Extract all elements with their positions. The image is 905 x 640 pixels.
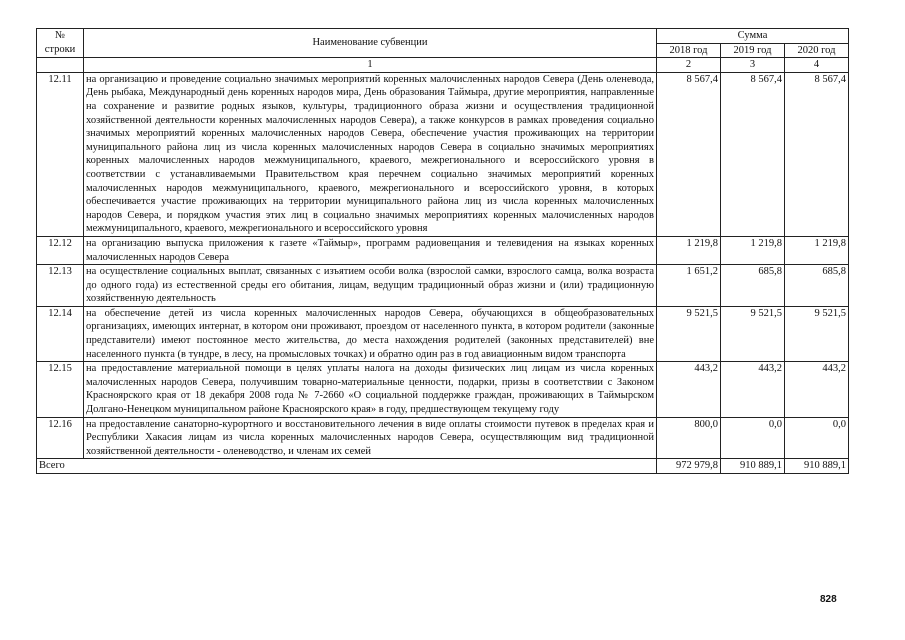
value-2020: 0,0 — [785, 417, 849, 459]
row-number: 12.16 — [37, 417, 84, 459]
value-2020: 1 219,8 — [785, 236, 849, 264]
row-number: 12.11 — [37, 72, 84, 236]
value-2020: 9 521,5 — [785, 306, 849, 361]
column-number-blank — [37, 58, 84, 73]
total-2019: 910 889,1 — [721, 459, 785, 474]
header-sum: Сумма — [657, 29, 849, 44]
value-2019: 443,2 — [721, 362, 785, 417]
value-2018: 9 521,5 — [657, 306, 721, 361]
table-row — [37, 306, 849, 361]
column-number-row — [37, 58, 849, 73]
value-2018: 443,2 — [657, 362, 721, 417]
value-2018: 800,0 — [657, 417, 721, 459]
header-num-word: строки — [44, 43, 76, 55]
column-number-3: 3 — [721, 58, 785, 73]
header-year-2019: 2019 год — [721, 43, 785, 58]
total-label: Всего — [37, 459, 657, 474]
value-2019: 1 219,8 — [721, 236, 785, 264]
total-2020: 910 889,1 — [785, 459, 849, 474]
header-name: Наименование субвенции — [84, 29, 657, 58]
row-number: 12.13 — [37, 265, 84, 307]
subvention-name: на организацию выпуска приложения к газете «Таймыр», программ радиовещания и телевидения на языках коренных малочисленных народов Севера — [84, 236, 657, 264]
header-year-2018: 2018 год — [657, 43, 721, 58]
value-2019: 9 521,5 — [721, 306, 785, 361]
header-year-2020: 2020 год — [785, 43, 849, 58]
table-row — [37, 265, 849, 307]
subventions-table — [36, 28, 849, 474]
value-2020: 443,2 — [785, 362, 849, 417]
value-2020: 8 567,4 — [785, 72, 849, 236]
column-number-4: 4 — [785, 58, 849, 73]
row-number: 12.14 — [37, 306, 84, 361]
header-num-symbol: № — [54, 30, 66, 41]
value-2019: 0,0 — [721, 417, 785, 459]
subvention-name: на предоставление материальной помощи в целях уплаты налога на доходы физических лиц лицам из числа коренных малочисленных народов Севера, получившим товарно-материальные ценности, подарки, призы в соответствии с Законом Красноярского края от 18 декабря 2008 года № 7-2660 «О социальной поддержке граждан, проживающих в Таймырском Долгано-Ненецком муниципальном районе Красноярского края» в году, предшествующем текущему году — [84, 362, 657, 417]
header-row-1 — [37, 29, 849, 44]
subvention-name: на организацию и проведение социально значимых мероприятий коренных малочисленных народов Севера (День оленевода, День рыбака, Международный день коренных народов мира, День образования Таймыра, другие мероприятия, направленные на сохранение и развитие родных языков, культуры, традиционного образа жизни и осуществления традиционной хозяйственной деятельности коренных малочисленных народов Севера), а также конкурсов в рамках проведения социально значимых мероприятий коренных малочисленных народов Севера, обеспечение участия проживающих на территории муниципального района лиц из числа коренных малочисленных народов Севера в социально значимых мероприятиях коренных малочисленных народов межмуниципального, краевого, межрегионального и всероссийского уровня в соответствии с устанавливаемыми Правительством края перечнем социально значимых мероприятий коренных малочисленных народов межмуниципального, краевого, межрегионального и всероссийского уровня, в которых обеспечивается участие проживающих на территории муниципального района лиц из числа коренных малочисленных народов Севера, и порядком участия этих лиц в социально значимых мероприятиях коренных малочисленных народов межмуниципального, краевого, межрегионального и всероссийского уровня — [84, 72, 657, 236]
value-2019: 8 567,4 — [721, 72, 785, 236]
header-num-cell — [37, 29, 84, 58]
row-number: 12.12 — [37, 236, 84, 264]
value-2019: 685,8 — [721, 265, 785, 307]
value-2018: 1 219,8 — [657, 236, 721, 264]
column-number-1: 1 — [84, 58, 657, 73]
table-row — [37, 72, 849, 236]
subvention-name: на обеспечение детей из числа коренных малочисленных народов Севера, обучающихся в общеобразовательных организациях, имеющих интернат, в котором они проживают, проездом от населенного пункта, в котором родители (законные представители) имеют постоянное место жительства, до места нахождения родителей (законных представителей) вне населенного пункта (в тундре, в лесу, на промысловых точках) и обратно один раз в год авиационным видом транспорта — [84, 306, 657, 361]
row-number: 12.15 — [37, 362, 84, 417]
column-number-2: 2 — [657, 58, 721, 73]
table-row — [37, 362, 849, 417]
subvention-name: на осуществление социальных выплат, связанных с изъятием особи волка (взрослой самки, взрослого самца, волка возраста до одного года) из естественной среды его обитания, лицам, ведущим традиционный образ жизни и (или) традиционную хозяйственную деятельность — [84, 265, 657, 307]
total-2018: 972 979,8 — [657, 459, 721, 474]
value-2020: 685,8 — [785, 265, 849, 307]
table-row — [37, 236, 849, 264]
value-2018: 1 651,2 — [657, 265, 721, 307]
table-row — [37, 417, 849, 459]
page-number: 828 — [820, 594, 837, 605]
value-2018: 8 567,4 — [657, 72, 721, 236]
total-row — [37, 459, 849, 474]
subvention-name: на предоставление санаторно-курортного и восстановительного лечения в виде оплаты стоимости путевок в пределах края и Республики Хакасия лицам из числа коренных малочисленных народов Севера, осуществляющим вид традиционной хозяйственной деятельности - оленеводство, и членам их семей — [84, 417, 657, 459]
